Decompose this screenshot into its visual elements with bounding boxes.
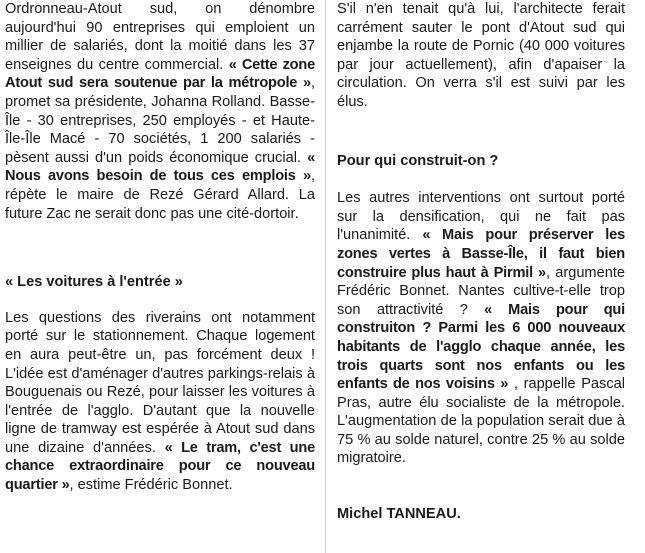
- section-heading-voitures: « Les voitures à l'entrée »: [5, 274, 183, 291]
- paragraph-architecte: [337, 0, 625, 112]
- article-column-right: [337, 0, 625, 524]
- text-run: , rappelle Pascal Pras, autre élu socialiste de la métropole. L'augmentation de la population serait due à 75 % au solde naturel, contre 25 % au solde migratoire.: [337, 376, 625, 467]
- paragraph-stationnement: [5, 309, 315, 495]
- text-run: S'il n'en tenait qu'à lui, l'architecte ferait carrément sauter le pont d'Atout sud qui enjambe la route de Pornic (40 000 voitures par jour actuellement), afin d'apaiser la circulation. On verra s'il est suivi par les élus.: [337, 1, 625, 110]
- paragraph-intro: [5, 0, 315, 223]
- quote-bold: « Nous avons besoin de tous ces emplois »: [5, 149, 315, 185]
- text-run: , argumente Frédéric Bonnet. Nantes cultive-t-elle trop son attractivité ?: [337, 264, 625, 318]
- text-run: Les questions des riverains ont notamment porté sur le stationnement. Chaque logement en aura peut-être un, pas forcément deux ! L'idée est d'aménager d'autres parkings-relais à Bouguenais ou Rezé, pour laisser les voitures à l'entrée de l'agglo. D'autant que la nouvelle ligne de tramway est espérée à Atout sud dans une dizaine d'années.: [5, 309, 315, 456]
- paragraph-densification: [337, 189, 625, 468]
- author-signature: Michel TANNEAU.: [337, 506, 461, 523]
- quote-bold: « Mais pour préserver les zones vertes à Basse-Île, il faut bien construire plus haut à Pirmil »: [337, 227, 625, 281]
- article-column-left: [5, 0, 315, 495]
- quote-bold: « Le tram, c'est une chance extraordinaire pour ce nouveau quartier »: [5, 439, 315, 494]
- text-run: , répète le maire de Rezé Gérard Allard. La future Zac ne serait donc pas une cité-dortoir.: [5, 168, 315, 222]
- text-run: , estime Frédéric Bonnet.: [69, 477, 233, 494]
- text-run: , promet sa présidente, Johanna Rolland. Basse-Île - 30 entreprises, 250 employés - et Haute-Île-Île Macé - 70 sociétés, 1 200 salariés - pèsent aussi d'un poids économique crucial.: [5, 75, 315, 166]
- quote-bold: « Mais pour qui construiton ? Parmi les 6 000 nouveaux habitants de l'agglo chaque année, les trois quarts sont nos enfants ou les enfants de nos voisins »: [337, 301, 625, 393]
- quote-bold: « Cette zone Atout sud sera soutenue par la métropole »: [5, 56, 316, 92]
- text-run: Les autres interventions ont surtout porté sur la densification, qui ne fait pas l'unanimité.: [337, 190, 625, 244]
- section-heading-pour-qui: Pour qui construit-on ?: [337, 152, 499, 169]
- column-divider: [325, 0, 326, 553]
- text-run: Ordronneau-Atout sud, on dénombre aujourd'hui 90 entreprises qui emploient un millier de salariés, dont la moitié dans les 37 enseignes du centre commercial.: [5, 1, 315, 73]
